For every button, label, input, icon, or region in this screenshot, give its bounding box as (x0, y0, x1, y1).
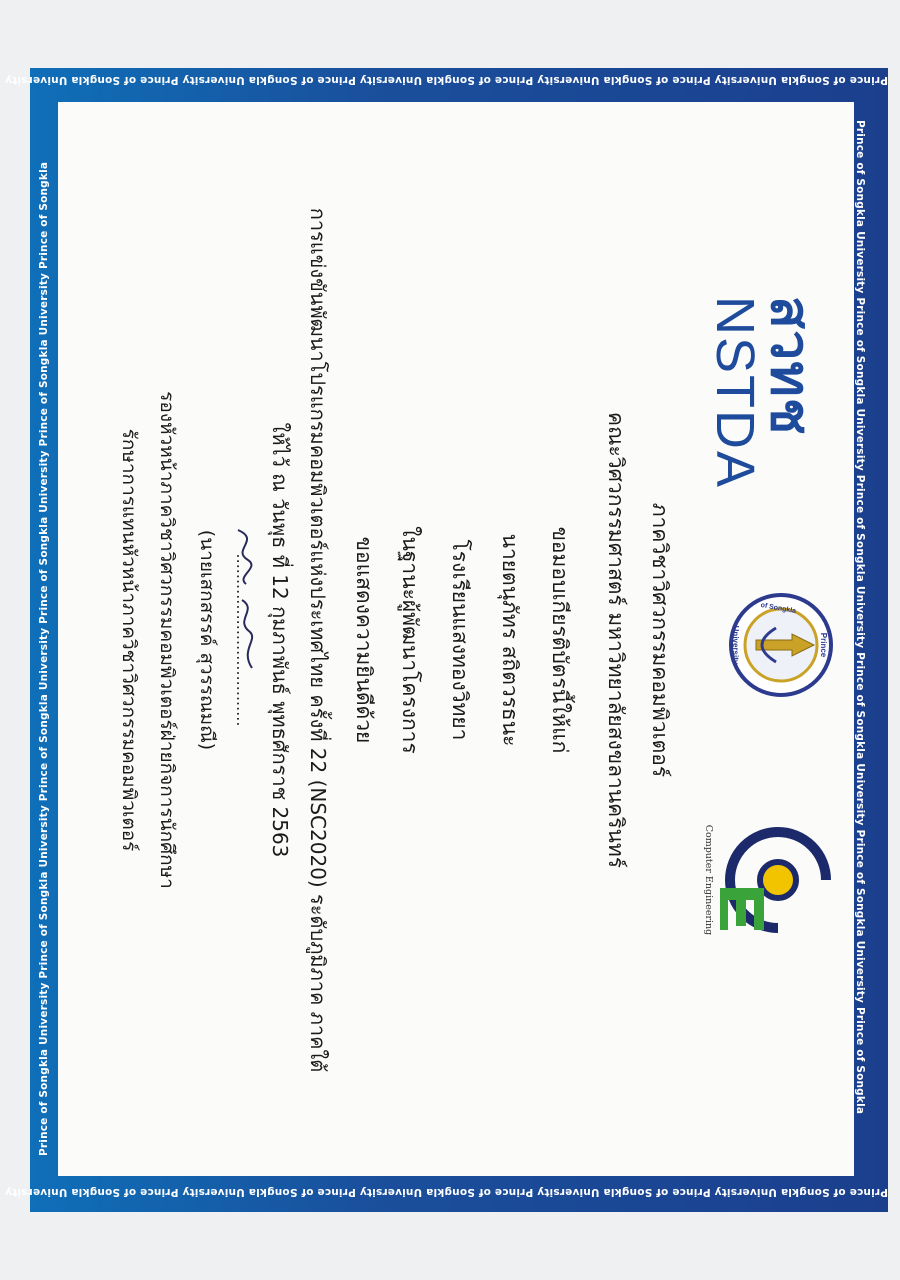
congratulations-line: ขอแสดงความยินดีด้วย (352, 536, 376, 744)
border-text-right: Prince of Songkla University Prince of Songkla University Prince of Songkla University Prince of Songkla University Prince of Songkla University Prince of Songkla (854, 120, 866, 1115)
signer-name: (นายเสกสรรค์ สุวรรณมณี) (196, 529, 218, 751)
psu-seal-text-top: Prince (819, 632, 828, 658)
nstda-latin-wordmark: NSTDA (705, 296, 765, 490)
border-text-top: Prince of Songkla University Prince of Songkla University Prince of Songkla University Prince of Songkla University Prince of Songkla University (4, 74, 888, 86)
nstda-logo (694, 296, 844, 490)
logo-row (694, 120, 844, 1160)
faculty-line: คณะวิศวกรรมศาสตร์ มหาวิทยาลัยสงขลานครินทร์ (604, 411, 628, 868)
psu-seal-text-bottom: University (731, 625, 740, 665)
border-text-bottom: Prince of Songkla University Prince of Songkla University Prince of Songkla University Prince of Songkla University Prince of Songkla University (4, 1186, 888, 1198)
award-intro-line: ขอมอบเกียรติบัตรนี้ให้แก่ (548, 526, 572, 754)
computer-engineering-icon (719, 810, 834, 950)
signer-title-2: รักษาการแทนหัวหน้าภาควิชาวิศวกรรมคอมพิวเตอร์ (118, 428, 140, 852)
department-line: ภาควิชาวิศวกรรมคอมพิวเตอร์ (648, 502, 672, 778)
border-text-left: Prince of Songkla University Prince of Songkla University Prince of Songkla University Prince of Songkla University Prince of Songkla University Prince of Songkla (38, 161, 50, 1156)
certificate-content (98, 120, 858, 1160)
signer-title-1: รองหัวหน้าภาควิชาวิศวกรรมคอมพิวเตอร์ฝ่ายกิจการนักศึกษา (156, 391, 178, 889)
date-line: ให้ไว้ ณ วันพุธ ที่ 12 กุมภาพันธ์ พุทธศักราช 2563 (268, 422, 292, 858)
handwritten-signature (226, 520, 266, 680)
psu-seal-text-mid: of Songkla (760, 601, 797, 616)
computer-engineering-logo (694, 810, 834, 950)
psu-seal-icon (726, 590, 836, 700)
psu-seal-logo (726, 590, 836, 700)
recipient-name: นายตนุภัทร สถิตวรธนะ (498, 533, 522, 747)
nstda-thai-wordmark: สวทช (759, 296, 822, 436)
school-name: โรงเรียนแสงทองวิทยา (448, 539, 472, 741)
competition-line: การแข่งขันพัฒนาโปรแกรมคอมพิวเตอร์แห่งประเทศไทย ครั้งที่ 22 (NSC2020) ระดับภูมิภาค ภาคใต้ (306, 207, 330, 1073)
signature-dots: .................................. (233, 553, 252, 727)
computer-engineering-label: Computer Engineering (703, 824, 714, 936)
role-line: ในฐานะผู้พัฒนาโครงการ (398, 526, 422, 754)
